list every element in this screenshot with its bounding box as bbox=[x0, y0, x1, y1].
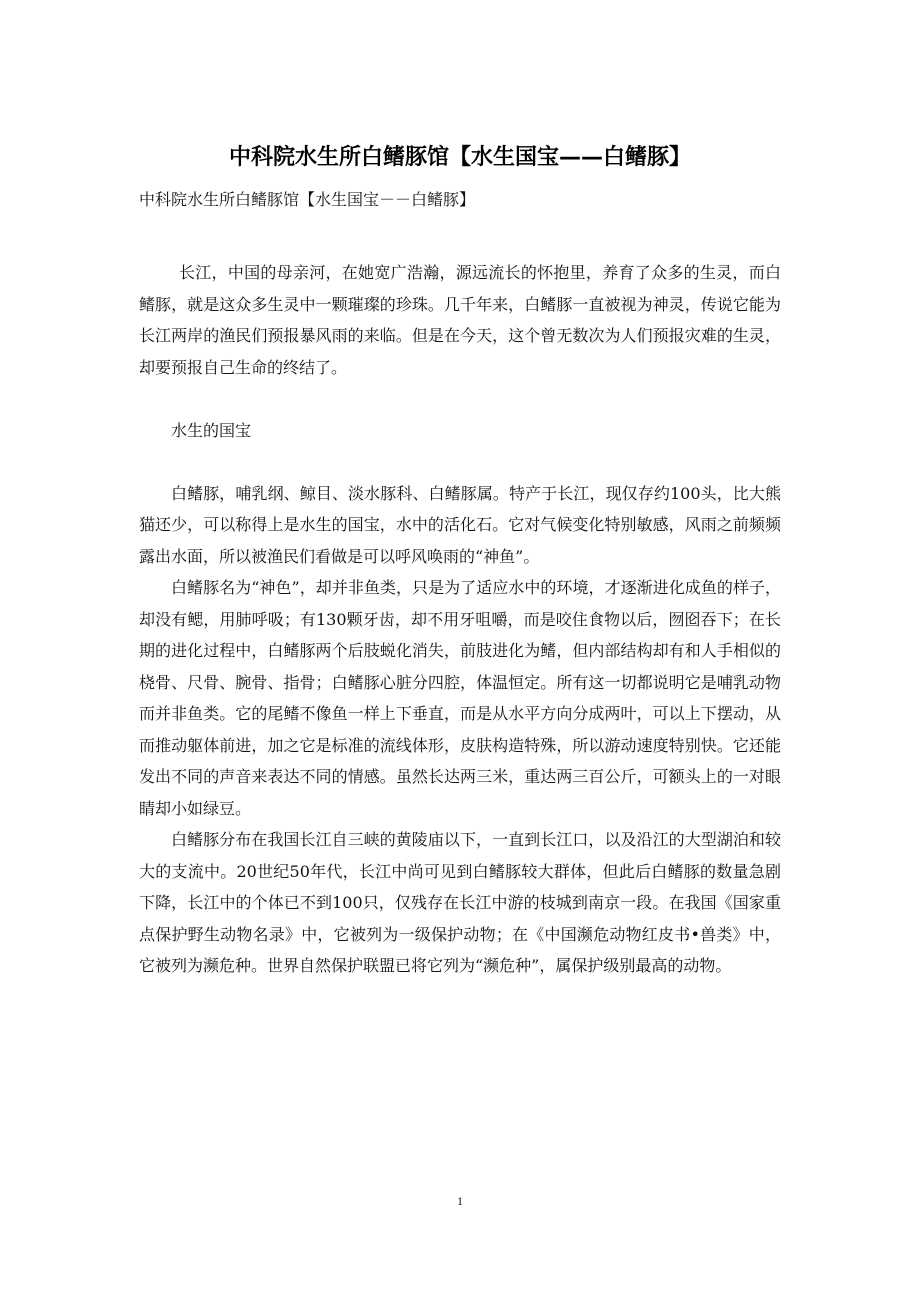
section-heading: 水生的国宝 bbox=[171, 420, 252, 440]
blank-line bbox=[139, 446, 781, 478]
document-body bbox=[139, 141, 781, 982]
intro-paragraph: 长江，中国的母亲河，在她宽广浩瀚，源远流长的怀抱里，养育了众多的生灵，而白鳍豚，就是这众多生灵中一颗璀璨的珍珠。几千年来，白鳍豚一直被视为神灵，传说它能为长江两岸的渔民们预报暴风雨的来临。但是在今天，这个曾无数次为人们预报灾难的生灵，却要预报自己生命的终结了。 bbox=[139, 263, 781, 377]
body-paragraph-anatomy: 白鳍豚名为“神色”，却并非鱼类，只是为了适应水中的环境，才逐渐进化成鱼的样子，却没有鳃，用肺呼吸；有130颗牙齿，却不用牙咀嚼，而是咬住食物以后，囫囵吞下；在长期的进化过程中，白鳍豚两个后肢蜕化消失，前肢进化为鳍，但内部结构却有和人手相似的桡骨、尺骨、腕骨、指骨；白鳍豚心脏分四腔，体温恒定。所有这一切都说明它是哺乳动物而并非鱼类。它的尾鳍不像鱼一样上下垂直，而是从水平方向分成两叶，可以上下摆动，从而推动躯体前进，加之它是标准的流线体形，皮肤构造特殊，所以游动速度特别快。它还能发出不同的声音来表达不同的情感。虽然长达两三米，重达两三百公斤，可额头上的一对眼睛却小如绿豆。 bbox=[139, 578, 781, 818]
blank-line bbox=[139, 213, 781, 257]
body-paragraph-classification: 白鳍豚，哺乳纲、鲸目、淡水豚科、白鳍豚属。特产于长江，现仅存约100头，比大熊猫还少，可以称得上是水生的国宝，水中的活化石。它对气候变化特别敏感，风雨之前频频露出水面，所以被渔民们看做是可以呼风唤雨的“神鱼”。 bbox=[139, 483, 781, 566]
blank-line bbox=[139, 383, 781, 415]
body-paragraph-distribution: 白鳍豚分布在我国长江自三峡的黄陵庙以下，一直到长江口，以及沿江的大型湖泊和较大的支流中。20世纪50年代，长江中尚可见到白鳍豚较大群体，但此后白鳍豚的数量急剧下降，长江中的个体已不到100只，仅残存在长江中游的枝城到南京一段。在我国《国家重点保护野生动物名录》中，它被列为一级保护动物；在《中国濒危动物红皮书•兽类》中，它被列为濒危种。世界自然保护联盟已将它列为“濒危种”，属保护级别最高的动物。 bbox=[139, 830, 781, 975]
page-number: 1 bbox=[457, 1194, 463, 1208]
document-title: 中科院水生所白鳍豚馆【水生国宝——白鳍豚】 bbox=[228, 145, 691, 170]
document-subtitle: 中科院水生所白鳍豚馆【水生国宝－－白鳍豚】 bbox=[139, 190, 476, 209]
